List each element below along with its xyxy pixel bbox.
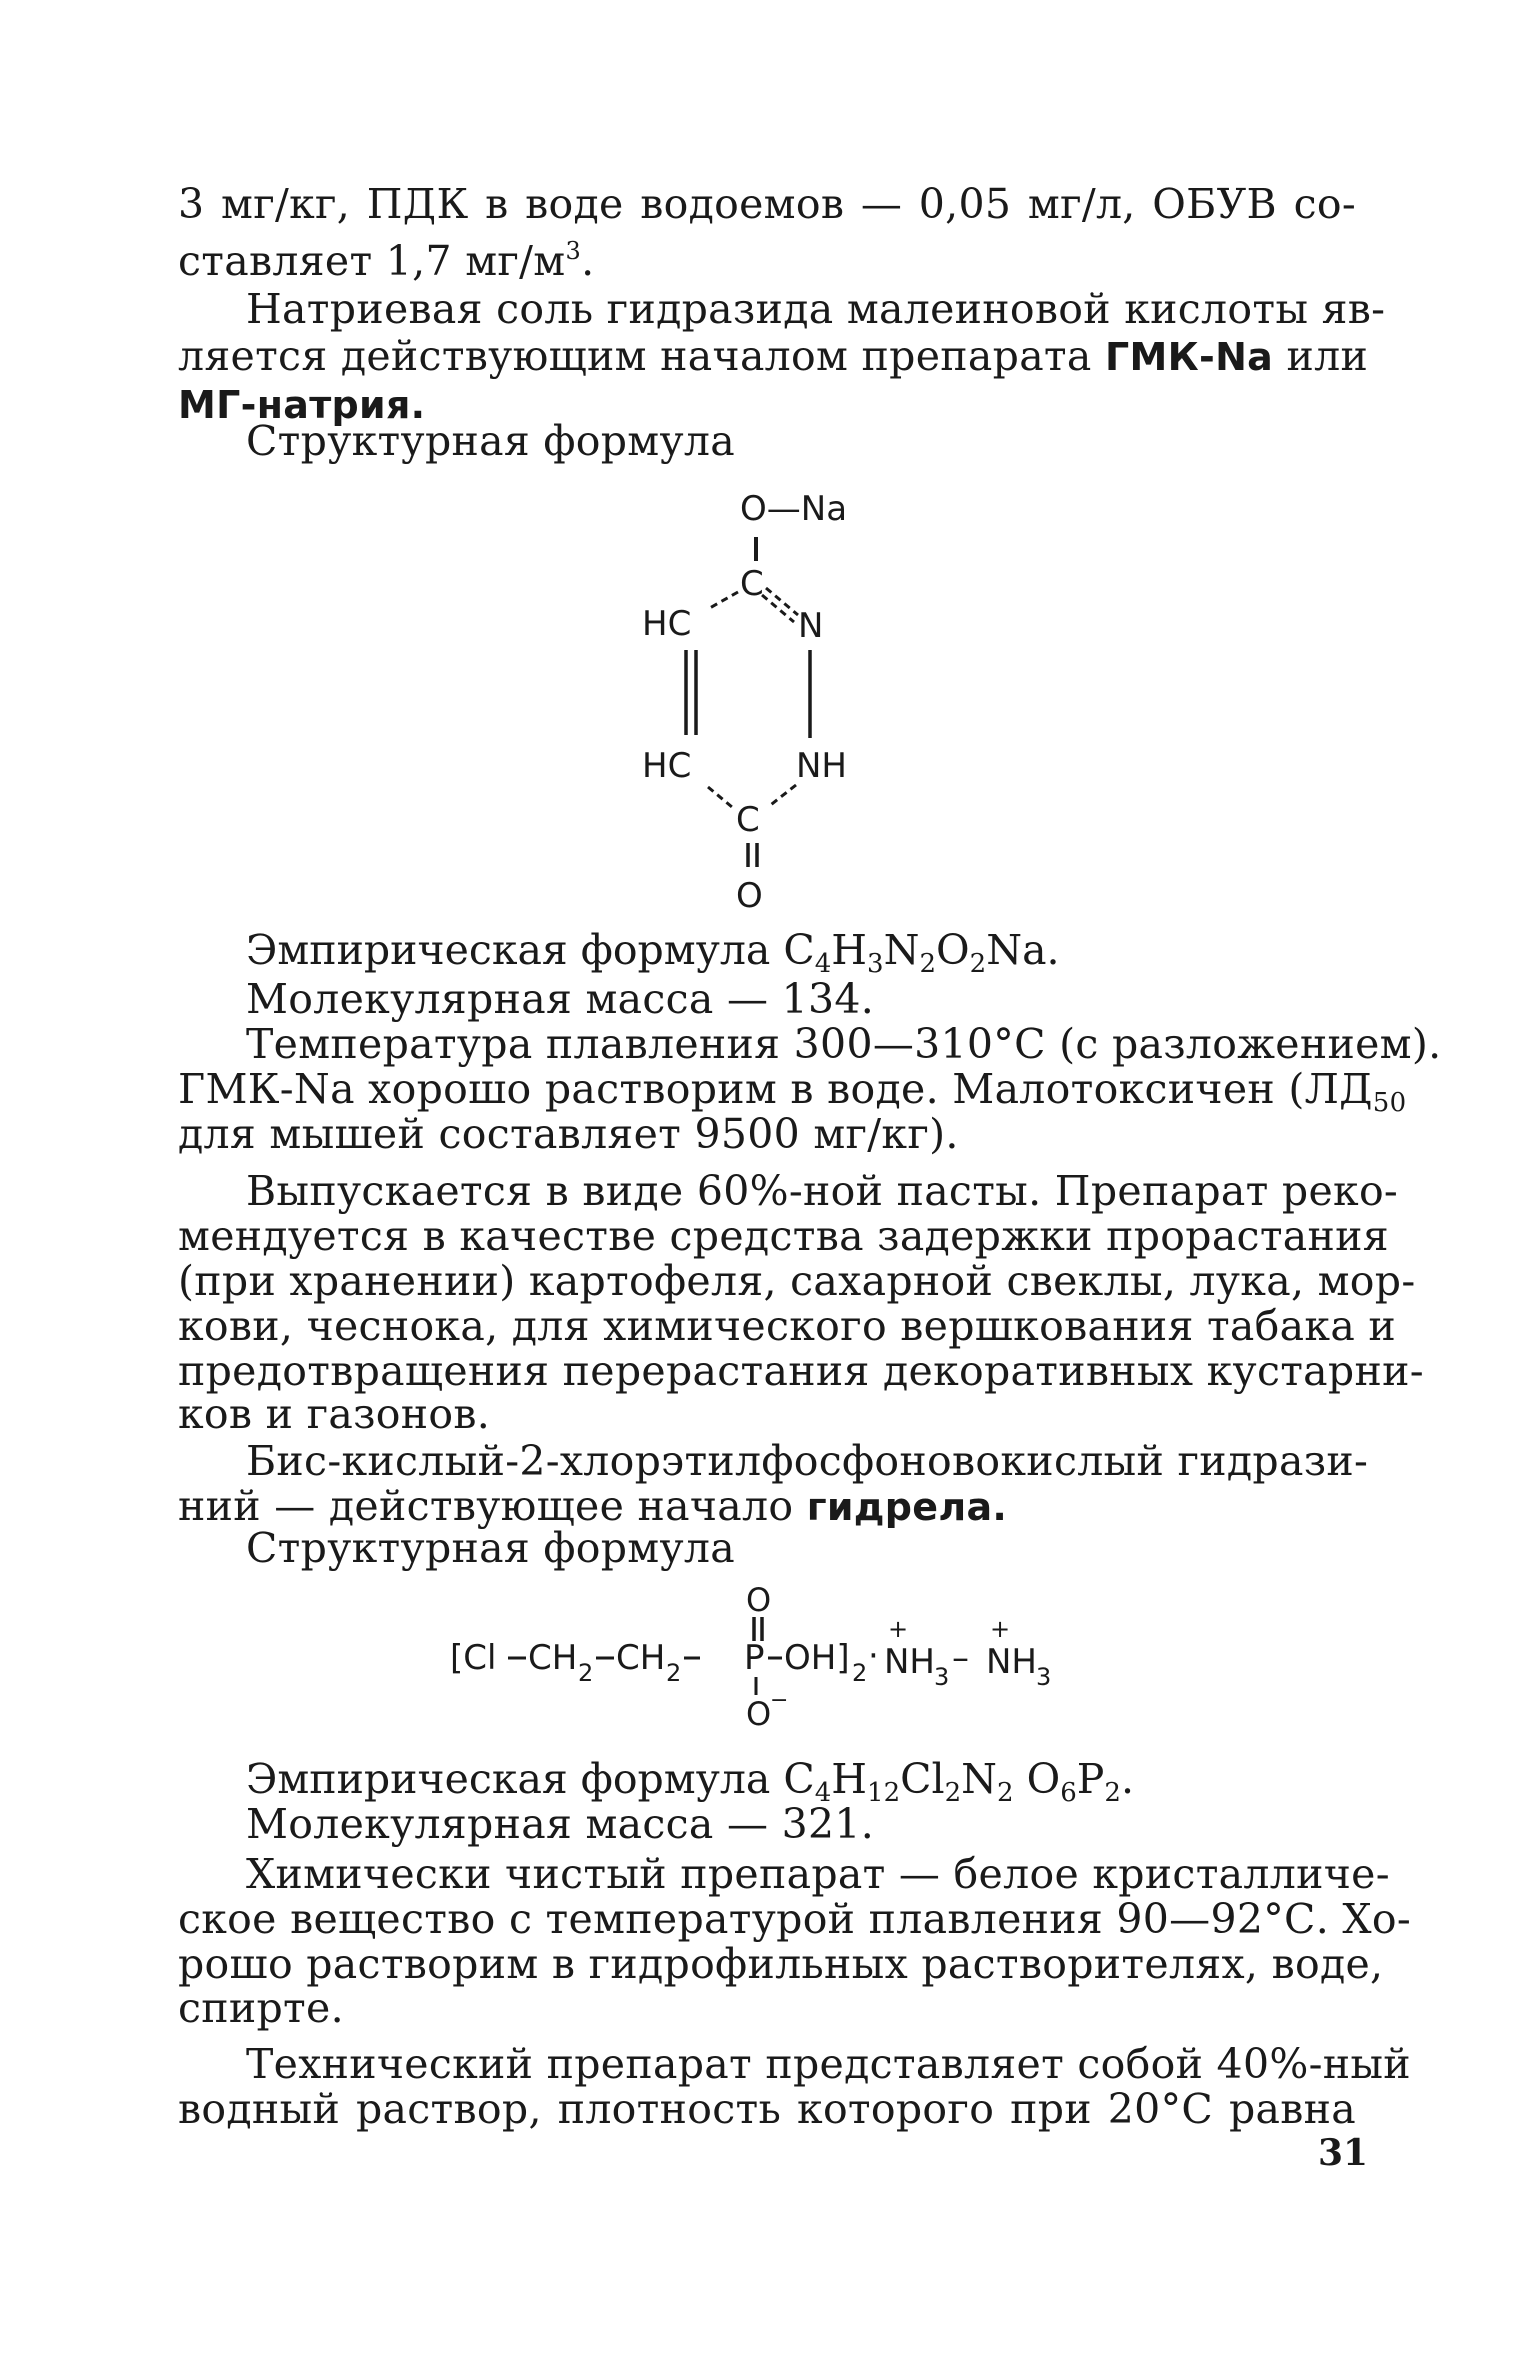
text-line-10-main: ГМК-Na хорошо растворим в воде. Малотоксичен (ЛД xyxy=(178,1065,1373,1113)
atom-c-bottom: C xyxy=(736,800,760,840)
empirical-formula-label: Эмпирическая формула xyxy=(246,926,784,974)
structural-formula-gidrel xyxy=(450,1575,1150,1735)
group-ch2-first: CH xyxy=(528,1638,578,1678)
formula-subscript: 2 xyxy=(919,949,937,979)
text-line-27: Технический препарат представляет собой 40%-ный xyxy=(246,2040,1411,2088)
empirical-formula-label: Эмпирическая формула xyxy=(246,1755,784,1803)
formula-subscript: 2 xyxy=(944,1778,962,1808)
formula-part: O xyxy=(936,926,970,974)
group-oh: OH] xyxy=(784,1638,850,1678)
text-line-25: рошо растворим в гидрофильных растворителях, воде, xyxy=(178,1940,1384,1988)
formula-subscript: 2 xyxy=(1104,1778,1121,1808)
text-line-15: кови, чеснока, для химического вершкования табака и xyxy=(178,1302,1397,1350)
text-line-8: Молекулярная масса — 134. xyxy=(246,975,875,1023)
formula-part: N xyxy=(961,1755,998,1803)
formula-part: H xyxy=(831,926,868,974)
text-line-12: Выпускается в виде 60%-ной пасты. Препарат реко- xyxy=(246,1167,1399,1215)
text-line-18-main: Бис-кислый-2-хлорэтилфосфоновокислый xyxy=(246,1437,1165,1485)
structural-formula-gmk-na xyxy=(600,485,920,925)
minus-charge: − xyxy=(770,1688,789,1713)
formula-part: . xyxy=(1120,1755,1134,1803)
text-line-3: Натриевая соль гидразида малеиновой кислоты яв- xyxy=(246,285,1386,333)
atom-o-bottom: O xyxy=(736,876,763,916)
plus-charge: + xyxy=(990,1615,1011,1643)
text-line-18-end: гидрази- xyxy=(1177,1437,1369,1485)
formula-subscript: 12 xyxy=(867,1778,901,1808)
superscript-3: 3 xyxy=(565,237,582,265)
formula-subscript: 6 xyxy=(1060,1778,1077,1808)
formula-part: Na xyxy=(986,926,1047,974)
text-line-2 xyxy=(178,225,1356,287)
group-nh3-first: NH xyxy=(884,1642,935,1682)
text-line-16: предотвращения перерастания декоративных кустарни- xyxy=(178,1347,1424,1395)
formula-part: Cl xyxy=(900,1755,945,1803)
formula-part: C xyxy=(783,1755,815,1803)
subscript-2: 2 xyxy=(666,1659,682,1687)
dash: – xyxy=(952,1638,969,1678)
atom-nh: NH xyxy=(796,746,847,786)
text-or: или xyxy=(1286,332,1369,380)
text-line-17: ков и газонов. xyxy=(178,1390,491,1438)
formula-part: H xyxy=(831,1755,868,1803)
subscript-3: 3 xyxy=(934,1663,950,1691)
atom-o-na: O—Na xyxy=(740,489,848,529)
structural-formula-label-1: Структурная формула xyxy=(246,417,735,465)
formula-part: . xyxy=(1046,926,1060,974)
formula-part: N xyxy=(883,926,920,974)
formula-part: P xyxy=(1076,1755,1105,1803)
product-name-gidrel: гидрела. xyxy=(806,1485,1008,1529)
atom-hc-lower: HC xyxy=(642,746,692,786)
formula-part: C xyxy=(783,926,815,974)
text-line-19-main: ний — действующее начало xyxy=(178,1482,794,1530)
text-line-13: мендуется в качестве средства задержки прорастания xyxy=(178,1212,1389,1260)
text-line-4 xyxy=(178,330,1369,383)
text-line-26: спирте. xyxy=(178,1984,344,2032)
formula-subscript: 4 xyxy=(814,949,832,979)
atom-o-top: O xyxy=(746,1581,772,1619)
period: . xyxy=(581,237,595,285)
text-line-28: водный раствор, плотность которого при 20°С равна xyxy=(178,2085,1356,2133)
text-line-23: Химически чистый препарат — белое кристалличе- xyxy=(246,1850,1390,1898)
subscript-50: 50 xyxy=(1372,1088,1407,1118)
atom-cl: [Cl xyxy=(450,1638,497,1678)
group-ch2-second: CH xyxy=(616,1638,666,1678)
text-line-22: Молекулярная масса — 321. xyxy=(246,1800,875,1848)
formula-subscript: 4 xyxy=(814,1778,832,1808)
dot-separator: · xyxy=(868,1636,879,1676)
text-line-9: Температура плавления 300—310°С (с разложением). xyxy=(246,1020,1442,1068)
atom-hc-upper: HC xyxy=(642,604,692,644)
formula-subscript: 2 xyxy=(997,1778,1014,1808)
formula-subscript: 3 xyxy=(867,949,884,979)
text-line-14: (при хранении) картофеля, сахарной свеклы, лука, мор- xyxy=(178,1257,1416,1305)
group-nh3-second: NH xyxy=(986,1642,1037,1682)
subscript-2: 2 xyxy=(578,1659,594,1687)
atom-p: P xyxy=(744,1638,765,1678)
text-line-24: ское вещество с температурой плавления 90—92°С. Хо- xyxy=(178,1895,1412,1943)
subscript-3: 3 xyxy=(1036,1663,1052,1691)
text-line-2-main: ставляет 1,7 мг/м xyxy=(178,237,566,285)
atom-c-top: C xyxy=(740,564,764,604)
text-line-1: 3 мг/кг, ПДК в воде водоемов — 0,05 мг/л, ОБУВ со- xyxy=(178,180,1356,228)
formula-subscript: 2 xyxy=(969,949,987,979)
structural-formula-label-2: Структурная формула xyxy=(246,1524,735,1572)
subscript-2: 2 xyxy=(852,1659,868,1687)
atom-o-minus: O xyxy=(746,1695,772,1733)
text-line-11: для мышей составляет 9500 мг/кг). xyxy=(178,1110,959,1158)
atom-n: N xyxy=(798,606,824,646)
text-line-4-main: ляется действующим началом препарата xyxy=(178,332,1092,380)
formula-part: O xyxy=(1013,1755,1061,1803)
plus-charge: + xyxy=(888,1615,909,1643)
product-name-gmk-na: ГМК-Na xyxy=(1105,335,1274,379)
page-number: 31 xyxy=(1318,2132,1369,2174)
product-name-mg-natriya: МГ-натрия. xyxy=(178,383,426,427)
